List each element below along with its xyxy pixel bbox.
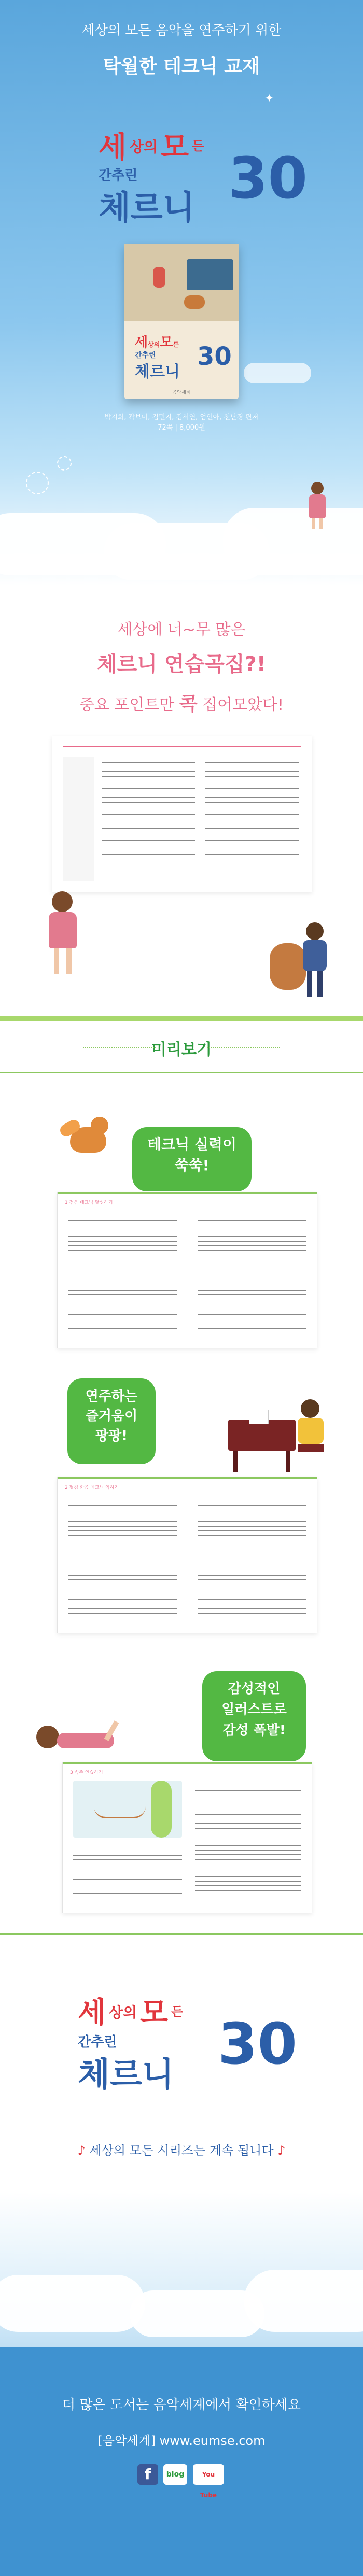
speech-bubble: 연주하는 즐거움이 팡팡! bbox=[67, 1378, 156, 1464]
cloud bbox=[244, 363, 311, 383]
tagline: 세상의 모든 음악을 연주하기 위한 bbox=[81, 23, 282, 38]
youtube-icon[interactable]: You Tube bbox=[193, 2464, 224, 2485]
score-sheet: 1 점음 테크닉 달성하기 bbox=[57, 1192, 317, 1348]
girl-illustration bbox=[31, 891, 93, 979]
speech-bubble: 감성적인 일러스트로 감성 폭발! bbox=[202, 1671, 306, 1761]
price: 72쪽 | 8,000원 bbox=[158, 424, 205, 432]
footer bbox=[0, 2347, 363, 2576]
girl-illustration bbox=[306, 482, 329, 529]
dandelion-icon bbox=[57, 456, 72, 471]
fox-illustration bbox=[60, 1117, 117, 1158]
music-note-icon: ♪ bbox=[277, 2143, 286, 2158]
hero-banner bbox=[0, 0, 363, 586]
speech-bubble: 테크닉 실력이 쑥쑥! bbox=[132, 1127, 252, 1191]
intro-line-3: 중요 포인트만 콕 집어모았다! bbox=[79, 693, 284, 715]
book-cover: 세상의모든 간추린 체르니 30 음악세계 bbox=[124, 244, 239, 399]
dandelion-icon bbox=[26, 472, 49, 494]
score-sheet: 3 속주 연습하기 bbox=[62, 1762, 312, 1913]
facebook-icon[interactable]: f bbox=[137, 2464, 158, 2485]
subtitle: 탁월한 테크닉 교재 bbox=[103, 56, 260, 77]
series-note: ♪ 세상의 모든 시리즈는 계속 됩니다 ♪ bbox=[77, 2143, 286, 2158]
blog-icon[interactable]: blog bbox=[163, 2464, 187, 2485]
cloud bbox=[223, 508, 363, 575]
girl-lying-illustration bbox=[36, 1715, 140, 1757]
star-icon: ✦ bbox=[264, 92, 274, 105]
music-note-icon: ♪ bbox=[77, 2143, 86, 2158]
intro-line-2: 체르니 연습곡집?! bbox=[97, 652, 266, 676]
girl-figure bbox=[153, 267, 165, 288]
series-logo: 세 상의 모 든 간추린 체르니 30 bbox=[99, 131, 308, 227]
footer-message: 더 많은 도서는 음악세계에서 확인하세요 bbox=[62, 2397, 301, 2413]
cat-figure bbox=[184, 295, 205, 309]
intro-line-1: 세상에 너~무 많은 bbox=[117, 621, 246, 639]
hammock-illustration bbox=[73, 1781, 182, 1838]
footer-site[interactable]: [음악세계] www.eumse.com bbox=[97, 2433, 266, 2448]
divider-bar bbox=[0, 1016, 363, 1021]
authors: 박지희, 곽보미, 김민지, 김서연, 엄인아, 천난경 편저 bbox=[104, 414, 259, 421]
contents-page bbox=[52, 736, 312, 892]
piano-boy-illustration bbox=[228, 1399, 332, 1472]
series-logo: 세 상의 모 든 간추린 체르니 30 bbox=[78, 1996, 298, 2094]
score-sheet: 2 펼침 화음 테크닉 익히기 bbox=[57, 1477, 317, 1633]
preview-label: 미리보기 bbox=[151, 1041, 212, 1059]
boy-and-dog-illustration bbox=[270, 922, 332, 1005]
